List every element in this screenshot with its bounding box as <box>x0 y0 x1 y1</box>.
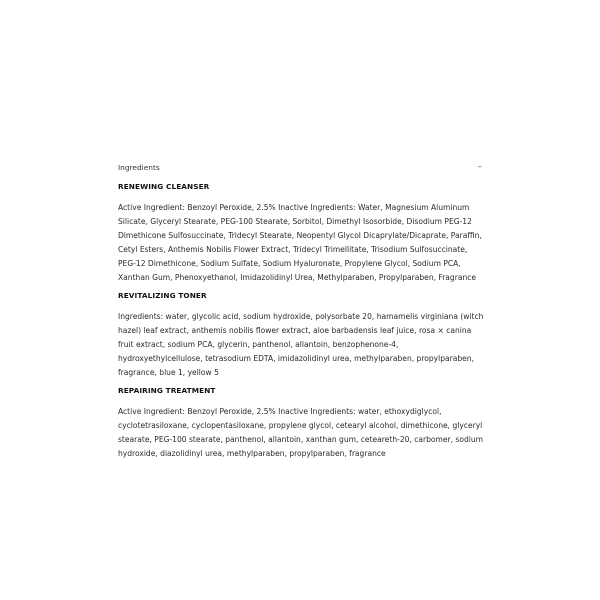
section-ingredients-text: Active Ingredient: Benzoyl Peroxide, 2.5% Inactive Ingredients: Water, Magnesium Aluminum Silicate, Glyceryl Stearate, PEG-100 Stearate, Sorbitol, Dimethyl Isosorbide, Disodium PEG-12 Dimethicone Sulfosuccinate, Tridecyl Stearate, Neopentyl Glycol Dicaprylate/Dicaprate, Paraffin, Cetyl Esters, Anthemis Nobilis Flower Extract, Tridecyl Trimellitate, Trisodium Sulfosuccinate, PEG-12 Dimethicone, Sodium Sulfate, Sodium Hyaluronate, Propylene Glycol, Sodium PCA, Xanthan Gum, Phenoxyethanol, Imidazolidinyl Urea, Methylparaben, Propylparaben, Fragrance <box>118 203 482 282</box>
ingredients-header[interactable] <box>118 160 484 174</box>
section-title: REPAIRING TREATMENT <box>118 386 216 395</box>
section-repairing-treatment <box>118 386 484 461</box>
section-revitalizing-toner <box>118 291 484 380</box>
section-title: RENEWING CLEANSER <box>118 182 210 191</box>
section-renewing-cleanser <box>118 182 484 285</box>
minus-icon[interactable]: – <box>477 161 482 172</box>
section-title: REVITALIZING TONER <box>118 291 207 300</box>
ingredients-panel <box>118 160 484 467</box>
section-ingredients-text: Active Ingredient: Benzoyl Peroxide, 2.5% Inactive Ingredients: water, ethoxydiglycol, cyclotetrasiloxane, cyclopentasiloxane, propylene glycol, cetearyl alcohol, dimethicone, glyceryl stearate, PEG-100 stearate, panthenol, allantoin, xanthan gum, ceteareth-20, carbomer, sodium hydroxide, diazolidinyl urea, methylparaben, propylparaben, fragrance <box>118 407 483 458</box>
section-ingredients-text: Ingredients: water, glycolic acid, sodium hydroxide, polysorbate 20, hamamelis virginiana (witch hazel) leaf extract, anthemis nobilis flower extract, aloe barbadensis leaf juice, rosa × canina fruit extract, sodium PCA, glycerin, panthenol, allantoin, benzophenone-4, hydroxyethylcellulose, tetrasodium EDTA, imidazolidinyl urea, methylparaben, propylparaben, fragrance, blue 1, yellow 5 <box>118 312 484 377</box>
ingredients-title: Ingredients <box>118 162 160 172</box>
